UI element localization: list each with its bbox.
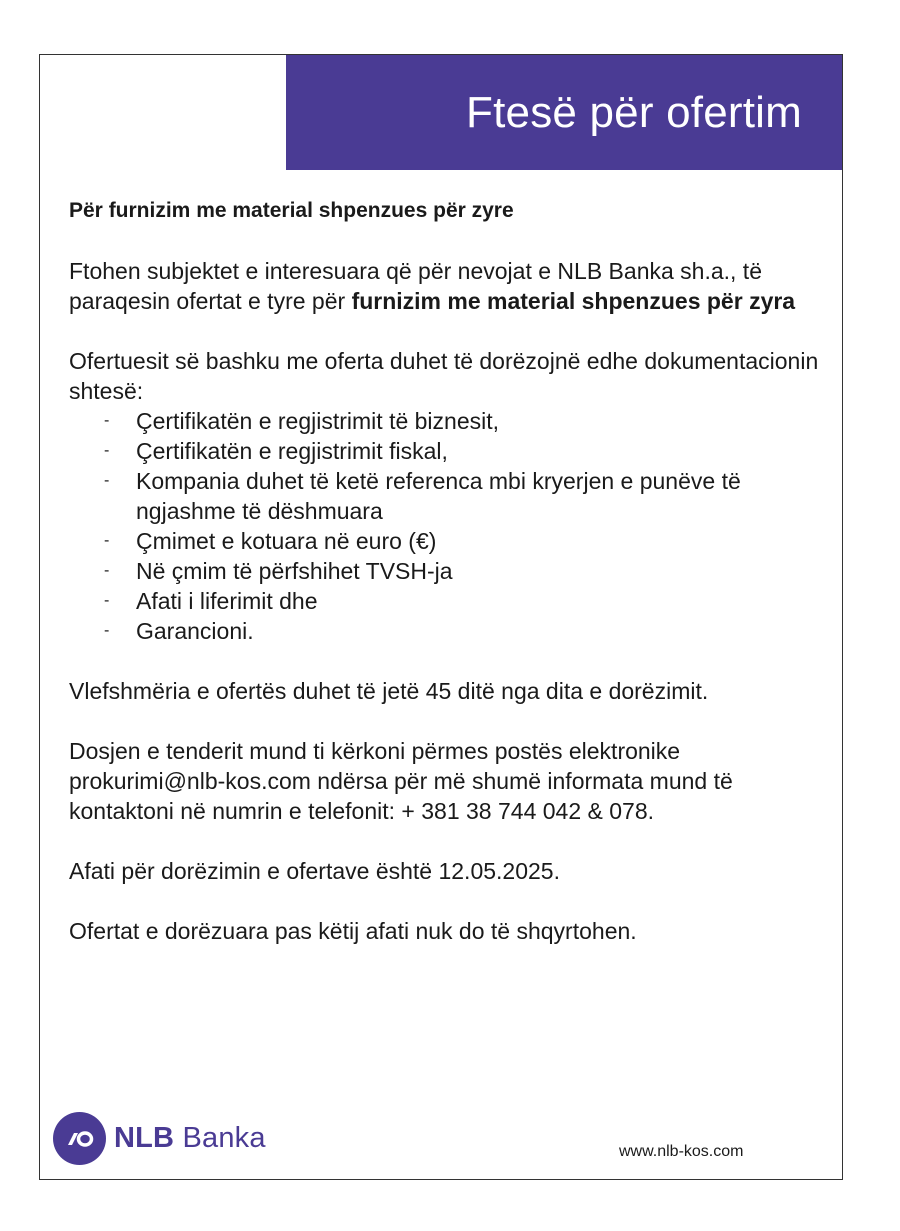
list-item <box>69 466 819 526</box>
logo-wordmark-light: Banka <box>182 1122 266 1154</box>
subject-heading: Për furnizim me material shpenzues për zyre <box>69 199 514 222</box>
bullet-dash: - <box>104 562 110 579</box>
header-banner <box>286 55 842 170</box>
bullet-dash: - <box>104 412 110 429</box>
deadline-paragraph: Afati për dorëzimin e ofertave është 12.05.2025. <box>69 858 560 884</box>
bullet-dash: - <box>104 622 110 639</box>
list-item-text: Afati i liferimit dhe <box>136 588 318 614</box>
list-item-text: Garancioni. <box>136 618 254 644</box>
list-item-text: Në çmim të përfshihet TVSH-ja <box>136 558 453 584</box>
page-title: Ftesë për ofertim <box>466 87 802 137</box>
website-link[interactable]: www.nlb-kos.com <box>619 1143 744 1160</box>
logo-wordmark-strong: NLB <box>114 1122 175 1154</box>
requirements-lead: Ofertuesit së bashku me oferta duhet të dorëzojnë edhe dokumentacionin shtesë: <box>69 348 819 404</box>
list-item-text: Kompania duhet të ketë referenca mbi kryerjen e punëve të ngjashme të dëshmuara <box>136 468 741 524</box>
contact-paragraph: Dosjen e tenderit mund ti kërkoni përmes postës elektronike prokurimi@nlb-kos.com ndërsa për më shumë informata mund të kontaktoni në numrin e telefonit: + 381 38 744 042 & 078. <box>69 738 733 824</box>
bullet-dash: - <box>104 442 110 459</box>
list-item <box>69 526 819 556</box>
nlb-logo <box>53 1112 266 1165</box>
list-item <box>69 406 819 436</box>
intro-text: Ftohen subjektet e interesuara që për nevojat e NLB Banka sh.a., të paraqesin ofertat e tyre për <box>69 258 762 314</box>
bullet-dash: - <box>104 472 110 489</box>
logo-wordmark <box>114 1122 266 1155</box>
list-item <box>69 556 819 586</box>
document-body <box>69 196 819 976</box>
list-item-text: Çmimet e kotuara në euro (€) <box>136 528 437 554</box>
late-notice-paragraph: Ofertat e dorëzuara pas këtij afati nuk do të shqyrtohen. <box>69 918 637 944</box>
list-item <box>69 436 819 466</box>
intro-bold-text: furnizim me material shpenzues për zyra <box>351 288 796 314</box>
list-item <box>69 586 819 616</box>
bullet-dash: - <box>104 592 110 609</box>
nlb-logo-mark-icon <box>53 1112 106 1165</box>
intro-paragraph <box>69 256 819 316</box>
requirements-list <box>69 406 819 646</box>
validity-paragraph: Vlefshmëria e ofertës duhet të jetë 45 ditë nga dita e dorëzimit. <box>69 678 709 704</box>
list-item-text: Çertifikatën e regjistrimit fiskal, <box>136 438 448 464</box>
list-item <box>69 616 819 646</box>
list-item-text: Çertifikatën e regjistrimit të biznesit, <box>136 408 500 434</box>
bullet-dash: - <box>104 532 110 549</box>
